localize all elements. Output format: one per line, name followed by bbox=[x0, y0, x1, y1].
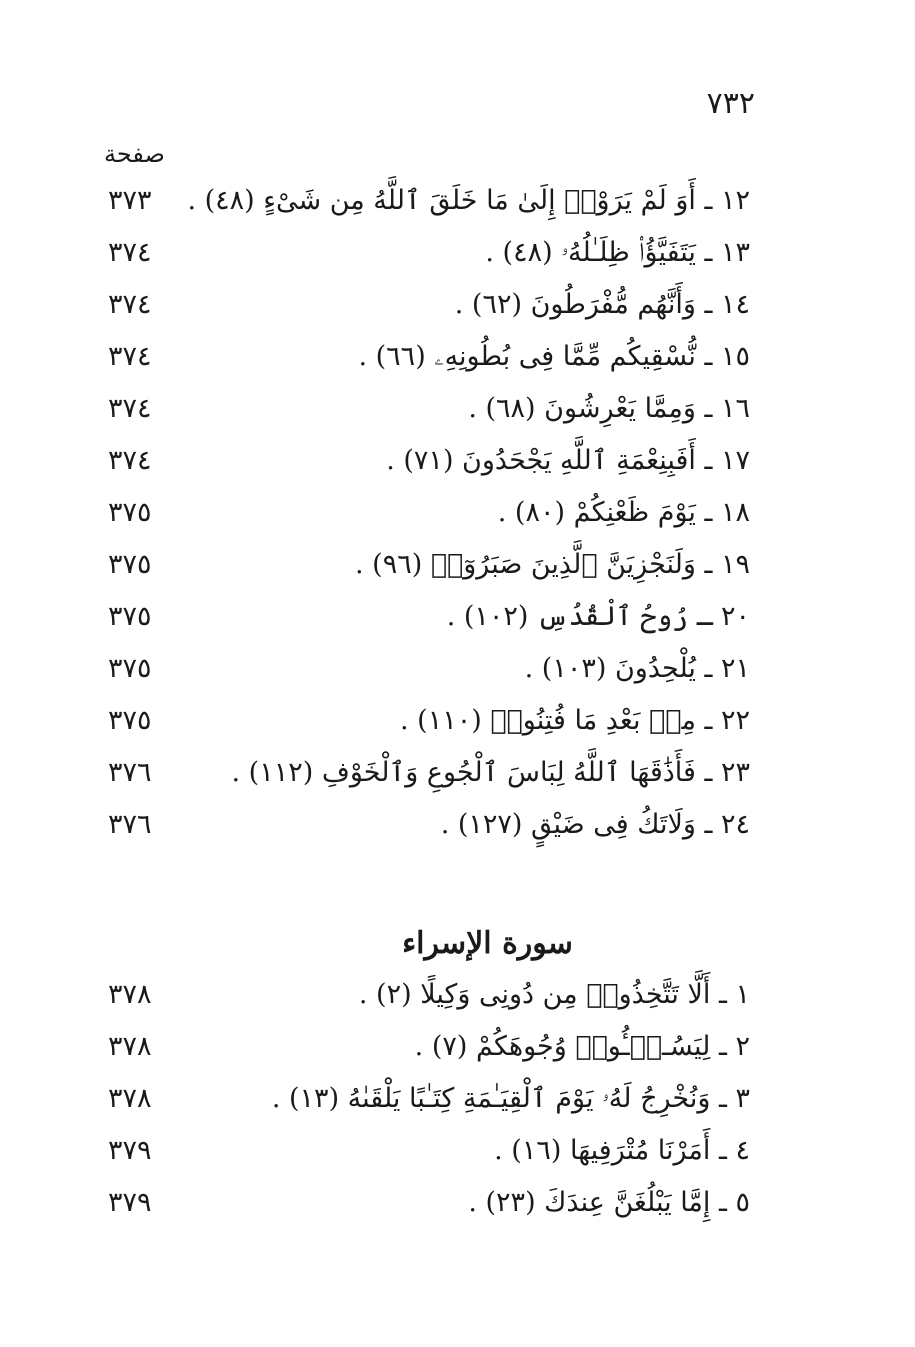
entry-page-number: ٣٧٤ bbox=[108, 341, 152, 372]
entry-list-section-2 bbox=[100, 970, 750, 1230]
list-item bbox=[100, 1126, 750, 1178]
list-item bbox=[100, 280, 750, 332]
entry-page-number: ٣٧٤ bbox=[108, 237, 152, 268]
list-item bbox=[100, 970, 750, 1022]
entry-page-number: ٣٧٩ bbox=[108, 1135, 152, 1166]
entry-page-number: ٣٧٥ bbox=[108, 601, 152, 632]
list-item bbox=[100, 228, 750, 280]
list-item bbox=[100, 436, 750, 488]
entry-text: ٤ ـ أَمَرْنَا مُتْرَفِيهَا (١٦) . bbox=[494, 1135, 750, 1166]
entry-text: ١٢ ـ أَوَ لَمْ يَرَوْا۟ إِلَىٰ مَا خَلَقَ ٱللَّهُ مِن شَىْءٍ (٤٨) . bbox=[187, 185, 750, 216]
list-item bbox=[100, 1178, 750, 1230]
list-item bbox=[100, 1022, 750, 1074]
entry-text: ٢ ـ لِيَسُـۥٓـُٔوا۟ وُجُوهَكُمْ (٧) . bbox=[414, 1031, 750, 1062]
list-item bbox=[100, 644, 750, 696]
entry-text: ١٣ ـ يَتَفَيَّؤُا۟ ظِلَـٰلُهُۥ (٤٨) . bbox=[485, 237, 750, 268]
entry-text: ١ ـ أَلَّا تَتَّخِذُوا۟ مِن دُونِى وَكِيلًا (٢) . bbox=[358, 979, 750, 1010]
entry-text: ٢٣ ـ فَأَذَٰقَهَا ٱللَّهُ لِبَاسَ ٱلْجُوعِ وَٱلْخَوْفِ (١١٢) . bbox=[231, 757, 750, 788]
entry-text: ٢٠ ـ رُوحُ ٱلْقُدُسِ (١٠٢) . bbox=[446, 601, 750, 632]
entry-page-number: ٣٧٤ bbox=[108, 393, 152, 424]
entry-page-number: ٣٧٩ bbox=[108, 1187, 152, 1218]
list-item bbox=[100, 800, 750, 852]
list-item bbox=[100, 332, 750, 384]
list-item bbox=[100, 176, 750, 228]
list-item bbox=[100, 540, 750, 592]
entry-text: ٢١ ـ يُلْحِدُونَ (١٠٣) . bbox=[524, 653, 750, 684]
entry-text: ١٨ ـ يَوْمَ ظَعْنِكُمْ (٨٠) . bbox=[497, 497, 750, 528]
entry-page-number: ٣٧٥ bbox=[108, 705, 152, 736]
list-item bbox=[100, 384, 750, 436]
entry-text: ١٦ ـ وَمِمَّا يَعْرِشُونَ (٦٨) . bbox=[468, 393, 750, 424]
entry-text: ٢٤ ـ وَلَاتَكُ فِى ضَيْقٍ (١٢٧) . bbox=[440, 809, 750, 840]
entry-page-number: ٣٧٦ bbox=[108, 757, 152, 788]
entry-page-number: ٣٧٨ bbox=[108, 979, 152, 1010]
entry-text: ٢٢ ـ مِنۢ بَعْدِ مَا فُتِنُوا۟ (١١٠) . bbox=[400, 705, 750, 736]
entry-list-section-1 bbox=[100, 176, 750, 852]
entry-page-number: ٣٧٨ bbox=[108, 1031, 152, 1062]
page-number: ٧٣٢ bbox=[706, 86, 755, 121]
entry-text: ٣ ـ وَنُخْرِجُ لَهُۥ يَوْمَ ٱلْقِيَـٰمَةِ كِتَـٰبًا يَلْقَىٰهُ (١٣) . bbox=[271, 1083, 750, 1114]
list-item bbox=[100, 748, 750, 800]
list-item bbox=[100, 1074, 750, 1126]
section-title: سورة الإسراء bbox=[402, 925, 573, 961]
entry-text: ١٥ ـ نُّسْقِيكُم مِّمَّا فِى بُطُونِهِۦ (٦٦) . bbox=[358, 341, 750, 372]
entry-page-number: ٣٧٣ bbox=[108, 185, 152, 216]
entry-page-number: ٣٧٥ bbox=[108, 497, 152, 528]
entry-page-number: ٣٧٨ bbox=[108, 1083, 152, 1114]
entry-text: ١٤ ـ وَأَنَّهُم مُّفْرَطُونَ (٦٢) . bbox=[454, 289, 750, 320]
page-column-header: صفحة bbox=[104, 140, 165, 168]
entry-page-number: ٣٧٥ bbox=[108, 653, 152, 684]
entry-text: ١٧ ـ أَفَبِنِعْمَةِ ٱللَّهِ يَجْحَدُونَ (٧١) . bbox=[386, 445, 750, 476]
list-item bbox=[100, 696, 750, 748]
entry-page-number: ٣٧٦ bbox=[108, 809, 152, 840]
entry-page-number: ٣٧٥ bbox=[108, 549, 152, 580]
entry-text: ٥ ـ إِمَّا يَبْلُغَنَّ عِندَكَ (٢٣) . bbox=[468, 1187, 750, 1218]
list-item bbox=[100, 488, 750, 540]
list-item bbox=[100, 592, 750, 644]
entry-page-number: ٣٧٤ bbox=[108, 445, 152, 476]
entry-page-number: ٣٧٤ bbox=[108, 289, 152, 320]
entry-text: ١٩ ـ وَلَنَجْزِيَنَّ ٱلَّذِينَ صَبَرُوٓا۟ (٩٦) . bbox=[355, 549, 750, 580]
